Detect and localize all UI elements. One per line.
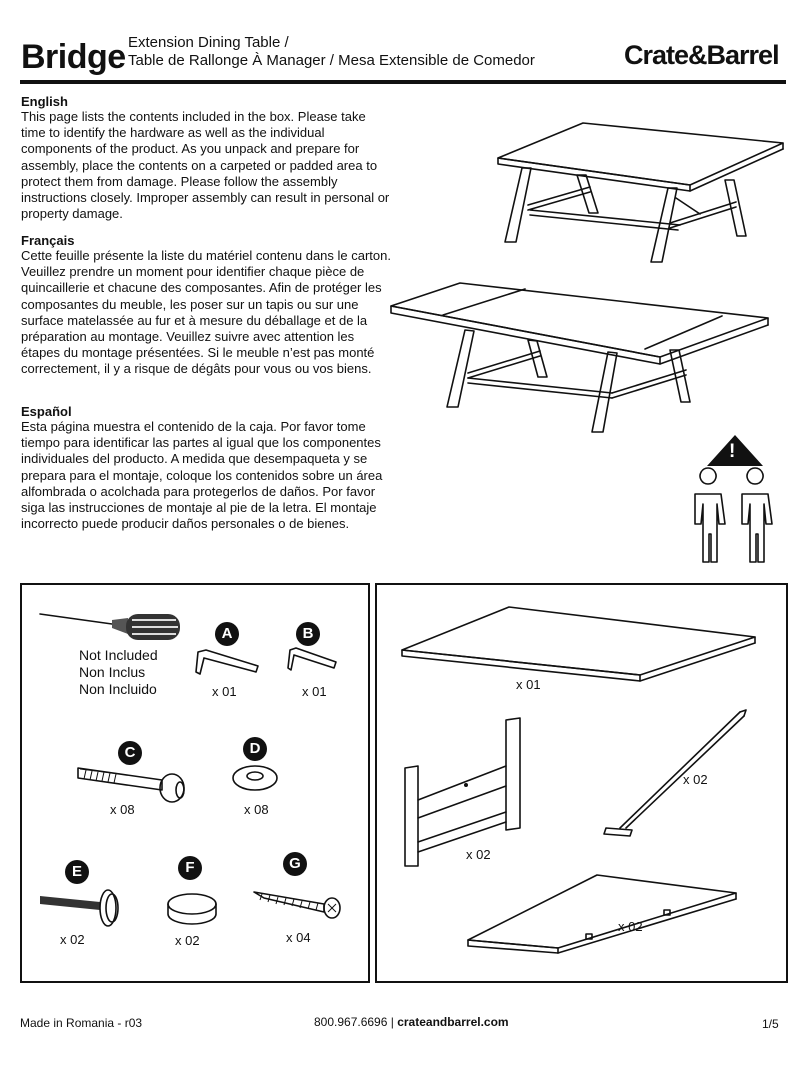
badge-a: A — [215, 622, 239, 646]
spanish-body: Esta página muestra el contenido de la caja. Por favor tome tiempo para identificar las partes al igual que los componentes individuales del producto. A medida que desempaqueta y se prepara para el montaje, coloque los contenidos sobre un área alfombrada o acolchada para protegerlos de daños. Por favor siga las instrucciones de montaje al pie de la letra. El montaje incorrecto puede producir daños personales o de bienes. — [21, 419, 383, 532]
phone-number: 800.967.6696 | — [314, 1015, 398, 1029]
qty-extension-leaf: x 02 — [618, 919, 643, 934]
product-subtitle-line2: Table de Rallonge À Manager / Mesa Extensible de Comedor — [128, 52, 535, 69]
french-heading: Français — [21, 233, 75, 248]
french-body: Cette feuille présente la liste du matériel contenu dans le carton. Veuillez prendre un moment pour identifier chaque pièce de quincaillerie et chacune des composantes. Afin de protéger les composantes du meuble, les poser sur un tapis ou sur une surface matelassée au fur et à mesure du déballage et de la préparation au montage. Veuillez suivre avec attention les étapes du montage présentées. Si le meuble n’est pas monté correctement, il y a risque de dégâts pour vous ou vos biens. — [21, 248, 391, 377]
qty-g: x 04 — [286, 930, 311, 945]
product-title: Bridge — [21, 38, 126, 76]
brand-logo: Crate&Barrel — [624, 40, 779, 70]
badge-g: G — [283, 852, 307, 876]
badge-d: D — [243, 737, 267, 761]
badge-f: F — [178, 856, 202, 880]
qty-tabletop: x 01 — [516, 677, 541, 692]
qty-f: x 02 — [175, 933, 200, 948]
english-heading: English — [21, 94, 68, 109]
badge-e: E — [65, 860, 89, 884]
qty-stretcher-rod: x 02 — [683, 772, 708, 787]
warning-symbol: ! — [729, 441, 736, 462]
qty-e: x 02 — [60, 932, 85, 947]
qty-leg-frame: x 02 — [466, 847, 491, 862]
qty-c: x 08 — [110, 802, 135, 817]
website-link[interactable]: crateandbarrel.com — [397, 1015, 509, 1029]
qty-d: x 08 — [244, 802, 269, 817]
contact-info — [314, 1015, 509, 1029]
qty-b: x 01 — [302, 684, 327, 699]
not-included-label: Not Included Non Inclus Non Incluido — [79, 647, 158, 697]
page-number: 1/5 — [762, 1017, 779, 1031]
english-body: This page lists the contents included in the box. Please take time to identify the hardware as well as the individual components of the product. As you unpack and prepare for assembly, place the contents on a carpeted or padded area to protect them from damage. Please follow the assembly instructions closely. Improper assembly can result in personal or property damage. — [21, 109, 390, 222]
made-in-text: Made in Romania - r03 — [20, 1016, 143, 1030]
product-subtitle-line1: Extension Dining Table / — [128, 34, 289, 51]
badge-c: C — [118, 741, 142, 765]
spanish-heading: Español — [21, 404, 72, 419]
badge-b: B — [296, 622, 320, 646]
qty-a: x 01 — [212, 684, 237, 699]
